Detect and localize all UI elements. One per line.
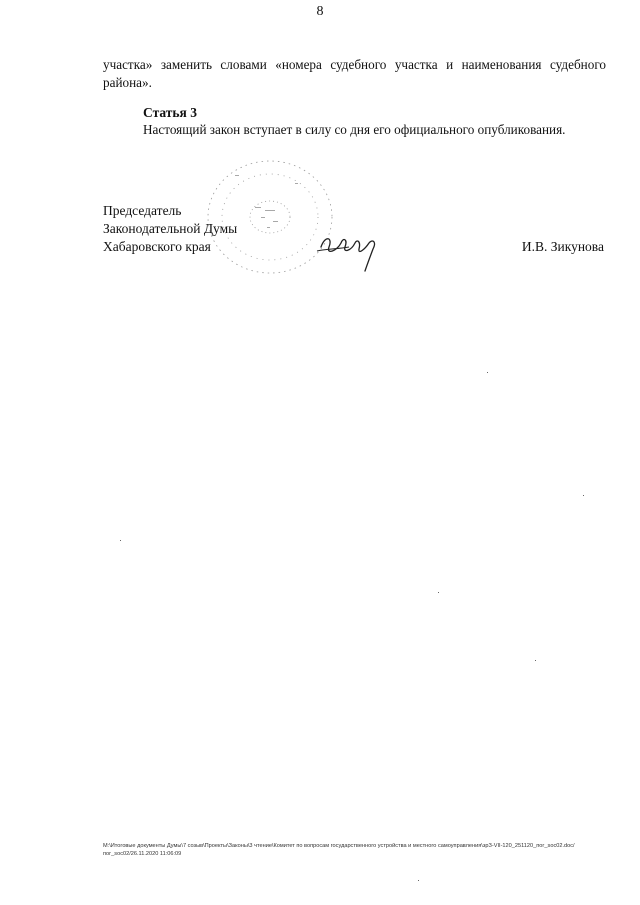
signatory-name: И.В. Зикунова	[521, 239, 604, 254]
scan-speck	[487, 372, 488, 373]
scan-speck	[583, 495, 584, 496]
article-text: Настоящий закон вступает в силу со дня его официального опубликования.	[143, 122, 566, 137]
file-path-footer: М:\Итоговые документы Думы\7 созыв\Проекты\Законы\3 чтение\Комитет по вопросам государственного устройства и местного самоуправления\зрЗ-VII-120_251120_пог_ѕос02.doc/пог_ѕос02/26.11.2020 11:06:09	[103, 843, 575, 857]
scan-speck	[535, 660, 536, 661]
signatory-position	[103, 202, 237, 256]
continuation-paragraph: участка» заменить словами «номера судебного участка и наименования судебного района».	[103, 57, 606, 90]
scan-speck	[418, 880, 419, 881]
signatory-position-line: Законодательной Думы	[103, 221, 238, 236]
scan-speck	[438, 592, 439, 593]
handwritten-signature	[315, 225, 385, 275]
signatory-position-line: Хабаровского края	[103, 239, 211, 254]
page-number: 8	[316, 4, 324, 19]
article-title: Статья 3	[143, 105, 197, 120]
scan-speck	[120, 540, 121, 541]
signatory-position-line: Председатель	[103, 203, 182, 218]
